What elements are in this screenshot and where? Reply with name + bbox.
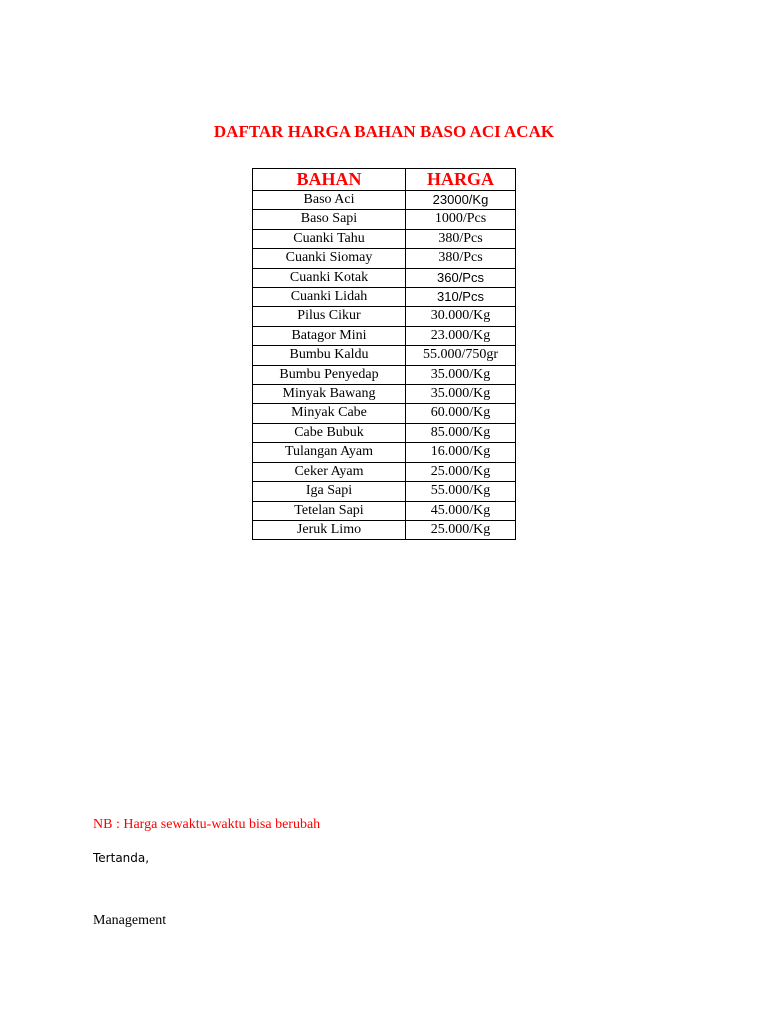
harga-cell: 25.000/Kg xyxy=(406,462,516,481)
bahan-cell: Cuanki Tahu xyxy=(253,229,406,248)
table-row xyxy=(253,268,516,287)
price-change-note: NB : Harga sewaktu-waktu bisa berubah xyxy=(93,817,321,832)
bahan-cell: Bumbu Penyedap xyxy=(253,365,406,384)
table-row xyxy=(253,288,516,307)
signature-greeting: Tertanda, xyxy=(93,851,150,865)
bahan-cell: Ceker Ayam xyxy=(253,462,406,481)
harga-cell: 1000/Pcs xyxy=(406,210,516,229)
harga-cell: 360/Pcs xyxy=(406,268,516,287)
signature-name: Management xyxy=(93,913,167,928)
bahan-cell: Cuanki Lidah xyxy=(253,288,406,307)
bahan-cell: Jeruk Limo xyxy=(253,520,406,539)
bahan-cell: Tulangan Ayam xyxy=(253,443,406,462)
bahan-cell: Cuanki Kotak xyxy=(253,268,406,287)
harga-cell: 60.000/Kg xyxy=(406,404,516,423)
bahan-cell: Cabe Bubuk xyxy=(253,423,406,442)
harga-cell: 380/Pcs xyxy=(406,229,516,248)
table-row xyxy=(253,501,516,520)
table-row xyxy=(253,365,516,384)
harga-cell: 55.000/750gr xyxy=(406,346,516,365)
column-header-bahan: BAHAN xyxy=(253,169,406,191)
harga-cell: 310/Pcs xyxy=(406,288,516,307)
table-body xyxy=(253,191,516,540)
table-row xyxy=(253,404,516,423)
bahan-cell: Baso Aci xyxy=(253,191,406,210)
harga-cell: 23000/Kg xyxy=(406,191,516,210)
harga-cell: 23.000/Kg xyxy=(406,326,516,345)
harga-cell: 380/Pcs xyxy=(406,249,516,268)
table-row xyxy=(253,443,516,462)
harga-cell: 16.000/Kg xyxy=(406,443,516,462)
table-row xyxy=(253,249,516,268)
bahan-cell: Bumbu Kaldu xyxy=(253,346,406,365)
table-row xyxy=(253,462,516,481)
price-table xyxy=(252,168,516,540)
harga-cell: 35.000/Kg xyxy=(406,385,516,404)
table-row xyxy=(253,210,516,229)
bahan-cell: Minyak Cabe xyxy=(253,404,406,423)
table-row xyxy=(253,423,516,442)
harga-cell: 55.000/Kg xyxy=(406,482,516,501)
table-row xyxy=(253,229,516,248)
bahan-cell: Iga Sapi xyxy=(253,482,406,501)
table-row xyxy=(253,307,516,326)
table-row xyxy=(253,346,516,365)
bahan-cell: Tetelan Sapi xyxy=(253,501,406,520)
harga-cell: 25.000/Kg xyxy=(406,520,516,539)
page-title: DAFTAR HARGA BAHAN BASO ACI ACAK xyxy=(213,122,555,141)
table-row xyxy=(253,191,516,210)
bahan-cell: Baso Sapi xyxy=(253,210,406,229)
bahan-cell: Minyak Bawang xyxy=(253,385,406,404)
bahan-cell: Batagor Mini xyxy=(253,326,406,345)
column-header-harga: HARGA xyxy=(406,169,516,191)
table-row xyxy=(253,520,516,539)
bahan-cell: Cuanki Siomay xyxy=(253,249,406,268)
harga-cell: 35.000/Kg xyxy=(406,365,516,384)
table-row xyxy=(253,385,516,404)
harga-cell: 85.000/Kg xyxy=(406,423,516,442)
table-header-row xyxy=(253,169,516,191)
harga-cell: 30.000/Kg xyxy=(406,307,516,326)
bahan-cell: Pilus Cikur xyxy=(253,307,406,326)
table-row xyxy=(253,326,516,345)
harga-cell: 45.000/Kg xyxy=(406,501,516,520)
table-row xyxy=(253,482,516,501)
